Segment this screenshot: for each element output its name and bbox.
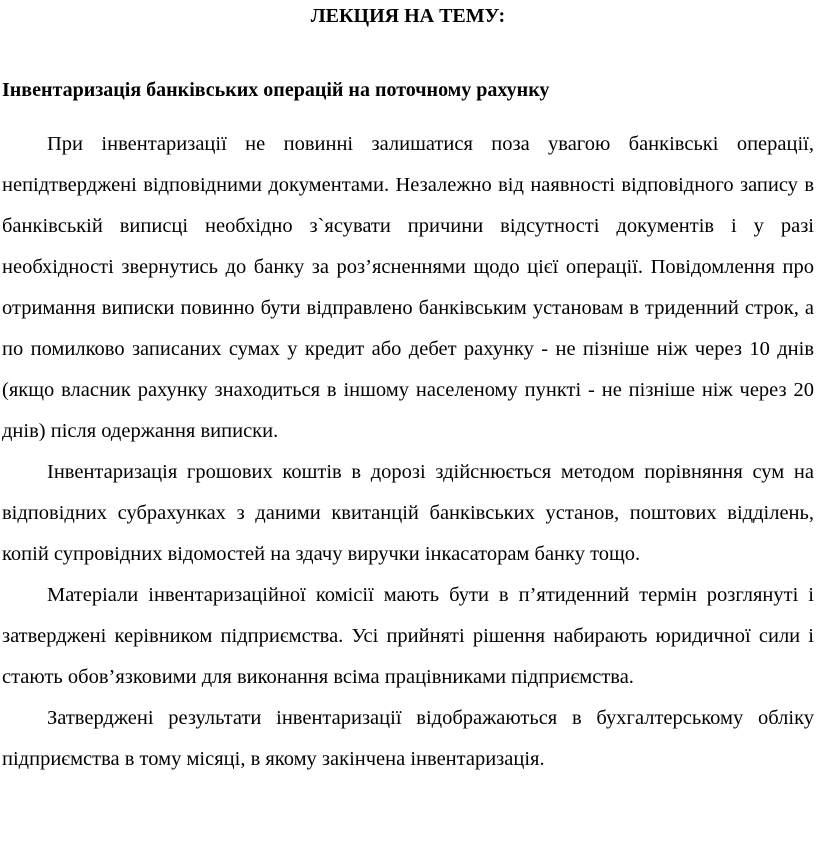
paragraph-approved-results: Затверджені результати інвентаризації відображаються в бухгалтерському обліку підприємства в тому місяці, в якому закінчена інвентаризація. bbox=[2, 707, 814, 770]
lecture-heading: ЛЕКЦИЯ НА ТЕМУ: bbox=[310, 5, 506, 27]
lecture-body bbox=[2, 124, 814, 780]
paragraph-unconfirmed-operations: При інвентаризації не повинні залишатися поза увагою банківські операції, непідтверджені відповідними документами. Незалежно від наявності відповідного запису в банківській виписці необхідно з`ясувати причини відсутності документів і у разі необхідності звернутись до банку за роз’ясненнями щодо цієї операції. Повідомлення про отримання виписки повинно бути відправлено банківським установам в триденний строк, а по помилково записаних сумах у кредит або дебет рахунку - не пізніше ніж через 10 днів (якщо власник рахунку знаходиться в іншому населеному пункті - не пізніше ніж через 20 днів) після одержання виписки. bbox=[2, 133, 814, 442]
lecture-topic: Інвентаризація банківських операцій на поточному рахунку bbox=[2, 79, 550, 101]
paragraph-commission-materials: Матеріали інвентаризаційної комісії мають бути в п’ятиденний термін розглянуті і затверджені керівником підприємства. Усі прийняті рішення набирають юридичної сили і стають обов’язковими для виконання всіма працівниками підприємства. bbox=[2, 584, 814, 688]
paragraph-cash-in-transit: Інвентаризація грошових коштів в дорозі здійснюється методом порівняння сум на відповідних субрахунках з даними квитанцій банківських установ, поштових відділень, копій супровідних відомостей на здачу виручки інкасаторам банку тощо. bbox=[2, 461, 814, 565]
